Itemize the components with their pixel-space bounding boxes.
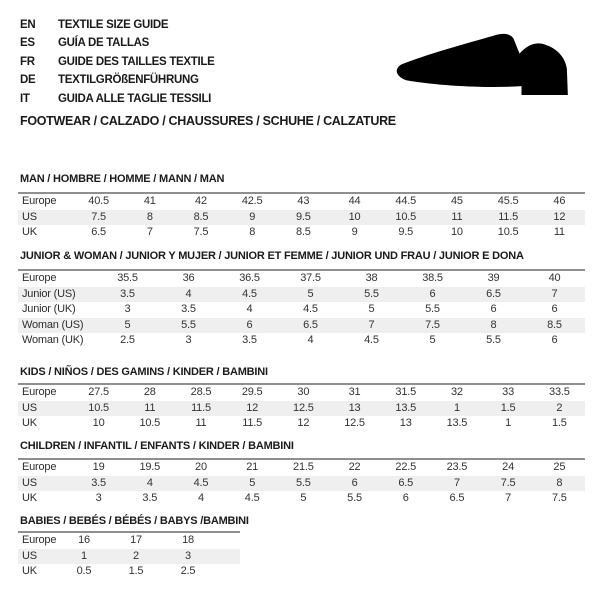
language-code: FR (20, 55, 35, 68)
language-row-fr (20, 53, 215, 71)
size-value-cell: 4.5 (303, 303, 318, 315)
language-text: TEXTILE SIZE GUIDE (58, 19, 169, 31)
size-value-cell: 8 (146, 210, 153, 223)
size-value-cell: 28.5 (190, 386, 212, 398)
size-value-cell: 9.5 (398, 226, 414, 238)
row-label-cell: UK (22, 417, 37, 429)
shoe-icon (394, 29, 582, 98)
row-label-cell: US (22, 549, 37, 562)
size-value-cell: 18 (182, 534, 194, 546)
size-value-cell: 9 (351, 226, 358, 238)
size-value-cell: 7 (551, 287, 558, 300)
size-value-cell: 12 (246, 401, 259, 414)
row-label-cell: UK (22, 565, 37, 577)
size-value-cell: 6 (402, 492, 409, 504)
size-table-kids (18, 383, 585, 432)
size-value-cell: 13 (348, 401, 361, 414)
size-value-cell: 7.5 (551, 492, 567, 504)
language-code: EN (20, 19, 36, 31)
size-value-cell: 31.5 (395, 386, 417, 398)
size-value-cell: 8 (556, 476, 563, 489)
size-value-cell: 12 (297, 417, 310, 429)
table-row (18, 193, 585, 210)
size-value-cell: 31 (348, 386, 361, 398)
size-value-cell: 10 (450, 226, 463, 238)
size-value-cell: 22 (348, 461, 361, 473)
filler-cell (214, 532, 240, 549)
language-row-it (20, 90, 215, 108)
size-value-cell: 8.5 (547, 318, 562, 331)
size-value-cell: 5 (368, 303, 375, 315)
table-row (18, 333, 585, 349)
language-text: GUIDE DES TAILLES TEXTILE (58, 55, 215, 68)
table-title-junior-woman: JUNIOR & WOMAN / JUNIOR Y MUJER / JUNIOR ET FEMME / JUNIOR UND FRAU / JUNIOR E DONA (20, 250, 524, 262)
size-value-cell: 3 (185, 549, 191, 562)
size-value-cell: 2.5 (180, 565, 196, 577)
size-table-junior-woman (18, 269, 585, 349)
language-row-es (20, 34, 215, 52)
table-row (18, 287, 585, 303)
size-value-cell: 3 (95, 492, 102, 504)
size-value-cell: 10 (92, 417, 105, 429)
size-value-cell: 12.5 (344, 417, 365, 429)
size-value-cell: 36 (182, 272, 195, 284)
filler-cell (214, 564, 240, 580)
language-text: GUÍA DE TALLAS (58, 37, 149, 50)
size-value-cell: 5 (249, 476, 256, 489)
size-value-cell: 11.5 (242, 417, 263, 429)
table-row (18, 302, 585, 318)
size-value-cell: 1.5 (500, 401, 516, 414)
language-code: DE (20, 74, 36, 87)
row-label-cell: US (22, 210, 37, 223)
size-value-cell: 40.5 (88, 195, 109, 207)
row-label-cell: Woman (US) (22, 318, 84, 331)
size-table-children (18, 458, 585, 507)
size-value-cell: 3 (185, 334, 192, 346)
table-row (18, 476, 585, 492)
size-value-cell: 11 (144, 401, 156, 414)
size-value-cell: 6.5 (486, 287, 501, 300)
size-value-cell: 4 (246, 303, 253, 315)
size-value-cell: 6 (429, 287, 436, 300)
size-value-cell: 4 (198, 492, 204, 504)
size-value-cell: 39 (487, 272, 500, 284)
table-title-man: MAN / HOMBRE / HOMME / MANN / MAN (20, 173, 225, 185)
category-line: FOOTWEAR / CALZADO / CHAUSSURES / SCHUHE / CALZATURE (20, 114, 396, 128)
size-value-cell: 2 (133, 549, 139, 562)
table-row (18, 318, 585, 334)
size-value-cell: 45 (450, 195, 463, 207)
size-value-cell: 13.5 (395, 401, 417, 414)
size-value-cell: 24 (502, 461, 515, 473)
table-row (18, 384, 585, 401)
size-value-cell: 33 (502, 386, 515, 398)
table-row (18, 491, 585, 507)
size-value-cell: 42 (195, 195, 207, 207)
table-title-babies: BABIES / BEBÉS / BÉBÉS / BABYS /BAMBINI (20, 515, 249, 527)
size-value-cell: 11 (451, 210, 463, 223)
size-table-man (18, 192, 585, 241)
size-value-cell: 8 (249, 226, 256, 238)
size-value-cell: 1 (505, 417, 512, 429)
row-label-cell: Europe (22, 386, 57, 398)
language-row-en (20, 16, 215, 34)
size-value-cell: 1 (81, 549, 87, 562)
size-table-babies (18, 531, 240, 580)
size-value-cell: 5 (124, 318, 131, 331)
filler-cell (214, 549, 240, 565)
size-value-cell: 30 (297, 386, 310, 398)
language-text: TEXTILGRÖßENFÜHRUNG (58, 74, 199, 87)
table-title-children: CHILDREN / INFANTIL / ENFANTS / KINDER / BAMBINI (20, 440, 294, 452)
size-value-cell: 45.5 (497, 195, 519, 207)
size-value-cell: 17 (130, 534, 142, 546)
size-value-cell: 25 (553, 461, 566, 473)
language-row-de (20, 71, 215, 89)
size-value-cell: 5.5 (486, 334, 501, 346)
size-value-cell: 4.5 (364, 334, 379, 346)
size-value-cell: 6 (246, 318, 253, 331)
size-value-cell: 40 (548, 272, 561, 284)
size-value-cell: 3 (124, 303, 131, 315)
size-value-cell: 3.5 (120, 287, 135, 300)
size-value-cell: 0.5 (76, 565, 92, 577)
language-list (20, 16, 215, 108)
size-value-cell: 13 (399, 417, 412, 429)
size-value-cell: 7.5 (91, 210, 106, 223)
table-row (18, 270, 585, 287)
size-value-cell: 1.5 (128, 565, 144, 577)
table-row (18, 564, 240, 580)
row-label-cell: Junior (US) (22, 287, 76, 300)
size-value-cell: 11.5 (191, 401, 211, 414)
size-value-cell: 4 (307, 334, 314, 346)
row-label-cell: Europe (22, 195, 57, 207)
row-label-cell: Junior (UK) (22, 303, 76, 315)
size-value-cell: 9 (249, 210, 256, 223)
row-label-cell: UK (22, 226, 37, 238)
size-value-cell: 44 (348, 195, 361, 207)
size-value-cell: 43 (297, 195, 310, 207)
size-value-cell: 22.5 (395, 461, 417, 473)
size-value-cell: 6.5 (91, 226, 106, 238)
size-value-cell: 32 (450, 386, 463, 398)
size-value-cell: 28 (143, 386, 156, 398)
table-row (18, 532, 240, 549)
size-value-cell: 9.5 (295, 210, 311, 223)
size-value-cell: 5.5 (181, 318, 196, 331)
size-value-cell: 20 (195, 461, 207, 473)
size-value-cell: 10.5 (88, 401, 109, 414)
size-value-cell: 2.5 (120, 334, 135, 346)
table-title-kids: KIDS / NIÑOS / DES GAMINS / KINDER / BAMBINI (20, 366, 268, 378)
size-value-cell: 38 (365, 272, 378, 284)
table-row (18, 549, 240, 565)
size-value-cell: 5.5 (364, 287, 379, 300)
size-value-cell: 4.5 (244, 492, 260, 504)
language-text: GUIDA ALLE TAGLIE TESSILI (58, 92, 212, 105)
size-value-cell: 33.5 (549, 386, 570, 398)
size-value-cell: 10 (348, 210, 361, 223)
size-value-cell: 4 (185, 287, 192, 300)
size-value-cell: 4 (146, 476, 153, 489)
table-row (18, 210, 585, 226)
size-value-cell: 41 (143, 195, 156, 207)
size-value-cell: 7 (368, 318, 375, 331)
size-value-cell: 3.5 (142, 492, 158, 504)
size-value-cell: 11.5 (498, 210, 518, 223)
size-value-cell: 35.5 (117, 272, 138, 284)
table-row (18, 401, 585, 417)
row-label-cell: Woman (UK) (22, 334, 84, 346)
size-value-cell: 7 (146, 226, 153, 238)
size-value-cell: 1.5 (551, 417, 567, 429)
size-value-cell: 7 (505, 492, 512, 504)
size-value-cell: 21 (246, 461, 259, 473)
row-label-cell: Europe (22, 272, 57, 284)
size-value-cell: 27.5 (88, 386, 109, 398)
size-value-cell: 42.5 (241, 195, 263, 207)
size-value-cell: 6 (551, 303, 558, 315)
size-value-cell: 21.5 (293, 461, 314, 473)
size-value-cell: 3.5 (181, 303, 196, 315)
size-value-cell: 12 (553, 210, 566, 223)
row-label-cell: US (22, 401, 37, 414)
size-value-cell: 1 (453, 401, 460, 414)
size-value-cell: 7 (453, 476, 460, 489)
size-value-cell: 7.5 (193, 226, 209, 238)
size-value-cell: 7.5 (425, 318, 440, 331)
language-code: IT (20, 92, 30, 105)
size-value-cell: 8 (490, 318, 497, 331)
size-value-cell: 5 (429, 334, 436, 346)
table-row (18, 416, 585, 432)
size-value-cell: 5 (300, 492, 307, 504)
size-value-cell: 11 (195, 417, 207, 429)
size-value-cell: 3.5 (91, 476, 106, 489)
size-value-cell: 6 (551, 334, 558, 346)
row-label-cell: Europe (22, 461, 57, 473)
size-value-cell: 19 (92, 461, 105, 473)
size-value-cell: 11 (553, 226, 565, 238)
size-value-cell: 6.5 (303, 318, 318, 331)
row-label-cell: US (22, 476, 37, 489)
size-value-cell: 23.5 (446, 461, 468, 473)
size-value-cell: 10.5 (139, 417, 161, 429)
size-value-cell: 5 (307, 287, 314, 300)
size-value-cell: 2 (556, 401, 563, 414)
size-value-cell: 12.5 (293, 401, 314, 414)
size-value-cell: 29.5 (241, 386, 263, 398)
table-row (18, 225, 585, 241)
size-value-cell: 6 (351, 476, 358, 489)
size-value-cell: 36.5 (239, 272, 260, 284)
size-value-cell: 8.5 (193, 210, 209, 223)
size-value-cell: 10.5 (395, 210, 417, 223)
size-value-cell: 10.5 (497, 226, 519, 238)
size-value-cell: 5.5 (295, 476, 311, 489)
table-row (18, 459, 585, 476)
size-value-cell: 4.5 (193, 476, 209, 489)
size-value-cell: 5.5 (347, 492, 362, 504)
size-value-cell: 6.5 (398, 476, 414, 489)
size-value-cell: 5.5 (425, 303, 440, 315)
size-value-cell: 38.5 (422, 272, 443, 284)
size-value-cell: 6.5 (449, 492, 465, 504)
size-value-cell: 44.5 (395, 195, 417, 207)
size-value-cell: 6 (490, 303, 497, 315)
size-value-cell: 16 (78, 534, 90, 546)
row-label-cell: UK (22, 492, 37, 504)
size-value-cell: 46 (553, 195, 566, 207)
row-label-cell: Europe (22, 534, 57, 546)
size-value-cell: 37.5 (300, 272, 321, 284)
size-value-cell: 7.5 (500, 476, 516, 489)
size-value-cell: 13.5 (446, 417, 468, 429)
size-value-cell: 3.5 (242, 334, 257, 346)
size-value-cell: 4.5 (242, 287, 257, 300)
language-code: ES (20, 37, 35, 50)
size-value-cell: 8.5 (295, 226, 311, 238)
size-value-cell: 19.5 (139, 461, 161, 473)
